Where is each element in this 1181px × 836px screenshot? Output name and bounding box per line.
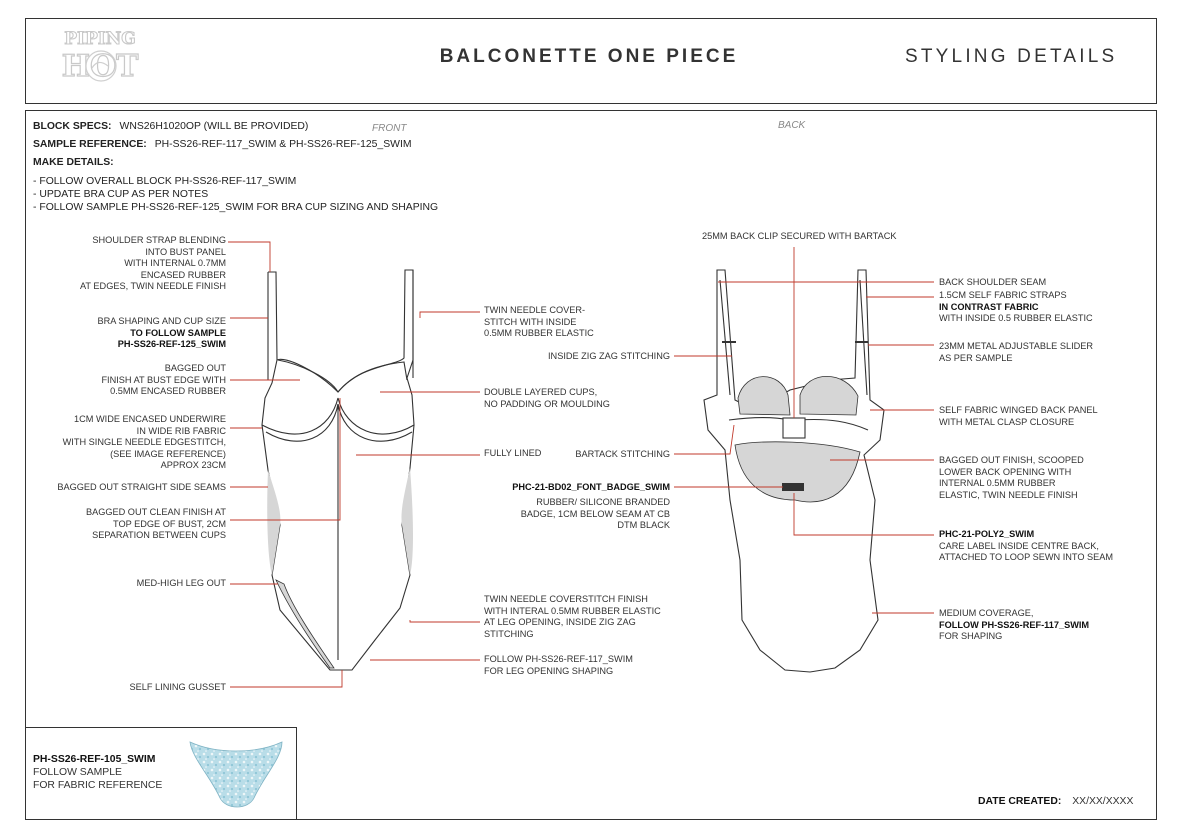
front-swimsuit-flat (262, 270, 414, 670)
note-leg-coverstitch: TWIN NEEDLE COVERSTITCH FINISH WITH INTERAL 0.5MM RUBBER ELASTIC AT LEG OPENING, INSIDE ZIG ZAG STITCHING (484, 594, 661, 639)
note-fully-lined: FULLY LINED (484, 448, 542, 458)
note-leg-shaping: FOLLOW PH-SS26-REF-117_SWIM FOR LEG OPENING SHAPING (484, 654, 633, 676)
date-created-label: DATE CREATED: (978, 796, 1062, 807)
note-gusset: SELF LINING GUSSET (129, 682, 226, 692)
fabric-swatch-image (186, 736, 286, 816)
page-title: BALCONETTE ONE PIECE (439, 46, 739, 67)
front-leg-lining (276, 580, 334, 668)
date-created-value: XX/XX/XXXX (1072, 796, 1134, 807)
sample-reference-label: SAMPLE REFERENCE: (33, 139, 147, 150)
note-badge-code: PHC-21-BD02_FONT_BADGE_SWIM (512, 482, 670, 492)
back-cup-lining (738, 377, 790, 415)
note-shoulder-strap: SHOULDER STRAP BLENDING INTO BUST PANEL WITH INTERNAL 0.7MM ENCASED RUBBER AT EDGES, TWIN NEEDLE FINISH (79, 235, 226, 292)
note-scooped-back: BAGGED OUT FINISH, SCOOPED LOWER BACK OPENING WITH INTERNAL 0.5MM RUBBER ELASTIC, TWIN NEEDLE FINISH (939, 455, 1084, 500)
note-slider: 23MM METAL ADJUSTABLE SLIDER AS PER SAMPLE (939, 341, 1094, 363)
make-details-label: MAKE DETAILS: (33, 157, 114, 168)
note-side-seams: BAGGED OUT STRAIGHT SIDE SEAMS (57, 482, 226, 492)
svg-text:HOT: HOT (61, 49, 139, 84)
note-double-cups: DOUBLE LAYERED CUPS, NO PADDING OR MOULDING (484, 387, 610, 409)
make-detail-item: - FOLLOW OVERALL BLOCK PH-SS26-REF-117_SWIM (33, 176, 297, 187)
make-detail-item: - UPDATE BRA CUP AS PER NOTES (33, 189, 209, 200)
note-bra-shaping: BRA SHAPING AND CUP SIZE TO FOLLOW SAMPLE PH-SS26-REF-125_SWIM (97, 316, 226, 350)
note-care-label: PHC-21-POLY2_SWIM CARE LABEL INSIDE CENTRE BACK, ATTACHED TO LOOP SEWN INTO SEAM (939, 529, 1114, 563)
note-twin-needle: TWIN NEEDLE COVER- STITCH WITH INSIDE 0.5MM RUBBER ELASTIC (484, 305, 594, 339)
note-leg-out: MED-HIGH LEG OUT (136, 578, 226, 588)
fabric-reference-code: PH-SS26-REF-105_SWIM (33, 754, 156, 765)
note-bartack: BARTACK STITCHING (575, 449, 670, 459)
back-clasp (783, 418, 805, 438)
fabric-reference-text: PH-SS26-REF-105_SWIM FOLLOW SAMPLE FOR FABRIC REFERENCE (33, 754, 163, 791)
note-straps: 1.5CM SELF FABRIC STRAPS IN CONTRAST FABRIC WITH INSIDE 0.5 RUBBER ELASTIC (939, 290, 1093, 324)
sample-reference-value: PH-SS26-REF-117_SWIM & PH-SS26-REF-125_SWIM (154, 139, 412, 150)
make-detail-item: - FOLLOW SAMPLE PH-SS26-REF-125_SWIM FOR BRA CUP SIZING AND SHAPING (33, 202, 439, 213)
note-coverage: MEDIUM COVERAGE, FOLLOW PH-SS26-REF-117_SWIM FOR SHAPING (939, 608, 1090, 642)
back-scoop-lining (735, 442, 860, 502)
note-back-shoulder: BACK SHOULDER SEAM (939, 277, 1047, 287)
note-back-clip: 25MM BACK CLIP SECURED WITH BARTACK (702, 231, 897, 241)
note-underwire: 1CM WIDE ENCASED UNDERWIRE IN WIDE RIB FABRIC WITH SINGLE NEEDLE EDGESTITCH, (SEE IMAGE REFERENCE) APPROX 23CM (62, 414, 226, 471)
date-created (978, 796, 1133, 808)
block-specs-value: WNS26H1020OP (WILL BE PROVIDED) (119, 121, 309, 132)
back-brand-badge (782, 483, 804, 491)
note-clean-finish: BAGGED OUT CLEAN FINISH AT TOP EDGE OF BUST, 2CM SEPARATION BETWEEN CUPS (85, 507, 226, 541)
front-view-label: FRONT (372, 123, 407, 134)
section-title: STYLING DETAILS (905, 46, 1118, 67)
note-badge-details: RUBBER/ SILICONE BRANDED BADGE, 1CM BELOW SEAM AT CB DTM BLACK (520, 497, 670, 531)
block-specs-label: BLOCK SPECS: (33, 121, 112, 132)
back-cup-lining (800, 376, 858, 415)
note-back-panel: SELF FABRIC WINGED BACK PANEL WITH METAL CLASP CLOSURE (939, 405, 1098, 427)
note-zigzag: INSIDE ZIG ZAG STITCHING (548, 351, 670, 361)
svg-text:PIPING: PIPING (64, 29, 136, 49)
front-left-side-lining (267, 470, 280, 575)
note-bust-edge: BAGGED OUT FINISH AT BUST EDGE WITH 0.5MM ENCASED RUBBER (101, 363, 226, 397)
back-view-label: BACK (778, 120, 806, 131)
